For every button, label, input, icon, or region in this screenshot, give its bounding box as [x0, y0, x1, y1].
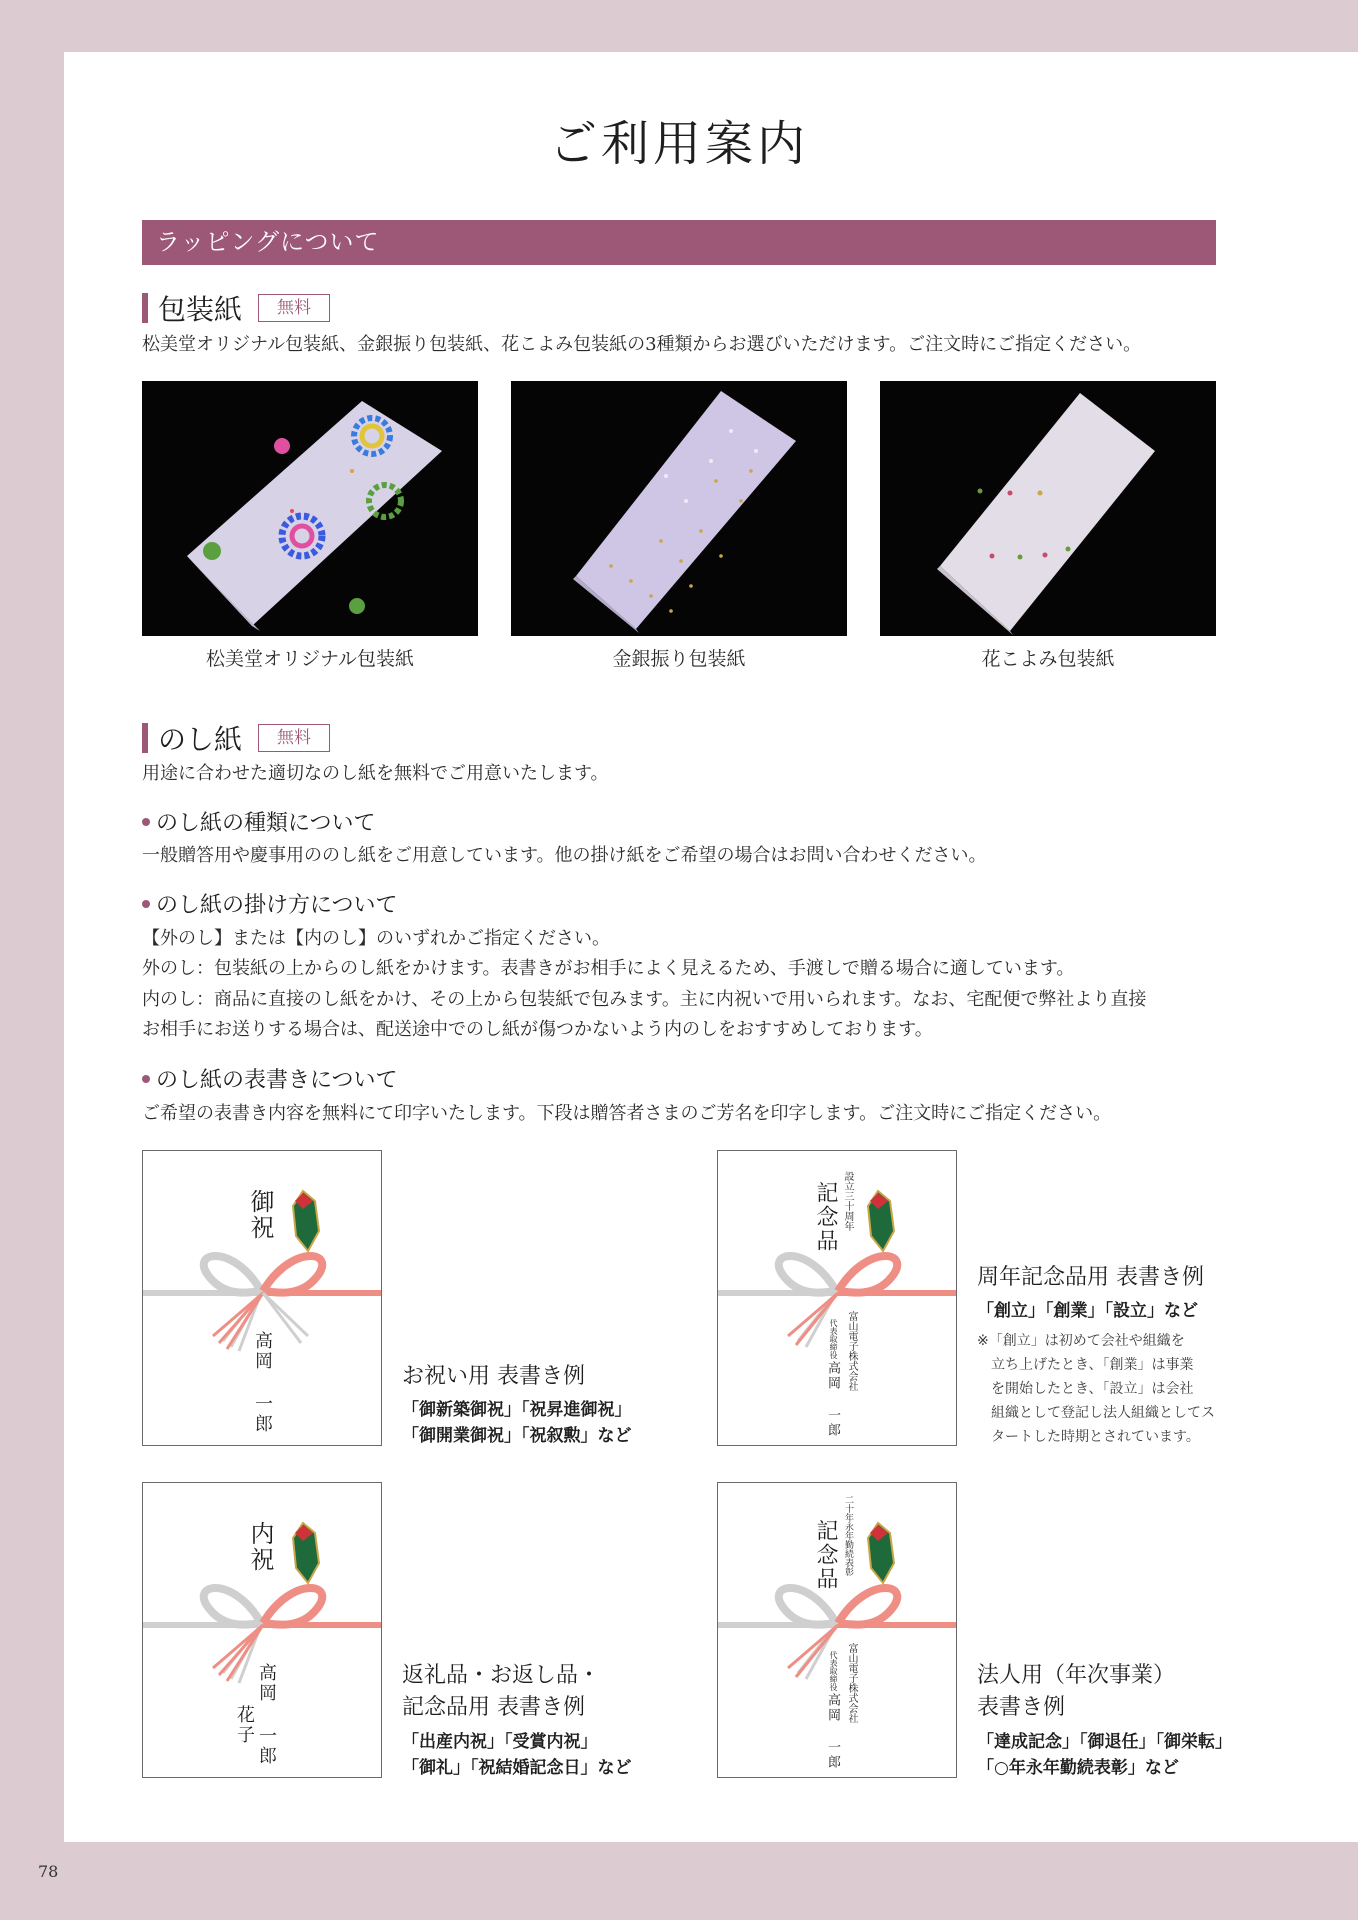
- noshi-sample-anniversary: [717, 1150, 957, 1446]
- noshi-upper-text: 記念品: [813, 1519, 838, 1591]
- wrapping-photo-original: [142, 381, 478, 636]
- example-list: 「達成記念」「御退任」「御栄転」 「○年永年勤続表彰」など: [977, 1732, 1232, 1778]
- noshi-inscription-heading-text: のし紙の表書きについて: [156, 1068, 398, 1093]
- free-badge: 無料: [258, 724, 330, 752]
- noshi-lower-name: 高岡 一郎: [825, 1361, 840, 1438]
- example-title: 周年記念品用 表書き例: [977, 1265, 1204, 1290]
- noshi-heading: [142, 718, 330, 758]
- bullet-dot-icon: [142, 900, 150, 908]
- noshi-lower-role: 代表取締役: [829, 1651, 838, 1691]
- bullet-dot-icon: [142, 1075, 150, 1083]
- example-title: 法人用（年次事業） 表書き例: [977, 1663, 1176, 1720]
- noshi-upper-text: 記念品: [813, 1181, 838, 1253]
- noshi-method-heading-text: のし紙の掛け方について: [156, 893, 398, 918]
- example-list: 「御新築御祝」「祝昇進御祝」 「御開業御祝」「祝叙勲」など: [402, 1400, 632, 1446]
- example-note: ※「創立」は初めて会社や組織を 立ち上げたとき、「創業」は事業 を開始したとき、「設立」は会社 組織として登記し法人組織としてス タートした時期とされています。: [977, 1333, 1215, 1445]
- wrapping-photo-hanakoyomi: [880, 381, 1216, 636]
- noshi-method-line: 内のし：商品に直接のし紙をかけ、その上から包装紙で包みます。主に内祝いで用いられます。なお、宅配便で弊社より直接: [142, 989, 1147, 1010]
- wrapping-paper-heading: [142, 288, 330, 328]
- noshi-inscription-text: ご希望の表書き内容を無料にて印字いたします。下段は贈答者さまのご芳名を印字します。ご注文時にご指定ください。: [142, 1103, 1112, 1124]
- wrapping-description: 松美堂オリジナル包装紙、金銀振り包装紙、花こよみ包装紙の3種類からお選びいただけます。ご注文時にご指定ください。: [142, 334, 1142, 355]
- example-title: お祝い用 表書き例: [402, 1364, 585, 1389]
- heading-accent-bar: [142, 723, 148, 753]
- noshi-upper-small-text: 二十年永年勤続表彰: [843, 1495, 853, 1576]
- page-number: 78: [38, 1862, 59, 1881]
- noshi-method-heading: [142, 888, 398, 919]
- example-title: 返礼品・お返し品・ 記念品用 表書き例: [402, 1663, 601, 1720]
- page-title: ご利用案内: [548, 116, 809, 172]
- wrapping-caption-hanakoyomi: 花こよみ包装紙: [981, 648, 1115, 670]
- noshi-upper-text: 内祝: [246, 1521, 274, 1573]
- noshi-sample-return-gift: [142, 1482, 382, 1778]
- noshi-method-line: 外のし：包装紙の上からのし紙をかけます。表書きがお相手によく見えるため、手渡しで贈る場合に適しています。: [142, 958, 1075, 979]
- noshi-lower-name2: 花子: [234, 1705, 255, 1745]
- noshi-lower-company: 富山電子株式会社: [846, 1643, 857, 1723]
- noshi-sample-celebration: [142, 1150, 382, 1446]
- noshi-lower-name: 高岡 一郎: [825, 1693, 840, 1770]
- noshi-description: 用途に合わせた適切なのし紙を無料でご用意いたします。: [142, 763, 609, 784]
- wrapping-caption-original: 松美堂オリジナル包装紙: [205, 648, 415, 670]
- noshi-method-line: お相手にお送りする場合は、配送途中でのし紙が傷つかないよう内のしをおすすめしております。: [142, 1019, 933, 1040]
- heading-accent-bar: [142, 293, 148, 323]
- noshi-upper-text: 御祝: [246, 1189, 274, 1241]
- free-badge: 無料: [258, 294, 330, 322]
- noshi-types-heading-text: のし紙の種類について: [156, 811, 376, 836]
- wrapping-paper-heading-text: 包装紙: [158, 293, 243, 326]
- noshi-lower-role: 代表取締役: [829, 1319, 838, 1359]
- noshi-upper-small-text: 設立三十周年: [842, 1171, 853, 1231]
- noshi-lower-name: 高岡 一郎: [252, 1331, 273, 1434]
- noshi-types-text: 一般贈答用や慶事用ののし紙をご用意しています。他の掛け紙をご希望の場合はお問い合わせください。: [142, 845, 987, 866]
- noshi-lower-company: 富山電子株式会社: [846, 1311, 857, 1391]
- noshi-inscription-heading: [142, 1063, 398, 1094]
- noshi-types-heading: [142, 806, 376, 837]
- bullet-dot-icon: [142, 818, 150, 826]
- noshi-sample-corporate: [717, 1482, 957, 1778]
- section-heading-wrapping: ラッピングについて: [142, 220, 1216, 265]
- example-list: 「出産内祝」「受賞内祝」 「御礼」「祝結婚記念日」など: [402, 1732, 632, 1778]
- wrapping-photo-gold-silver: [511, 381, 847, 636]
- example-list: 「創立」「創業」「設立」など: [977, 1301, 1198, 1321]
- noshi-lower-name: 高岡 一郎: [256, 1663, 277, 1766]
- wrapping-caption-gold-silver: 金銀振り包装紙: [612, 648, 746, 670]
- noshi-heading-text: のし紙: [158, 723, 243, 756]
- noshi-method-line: 【外のし】または【内のし】のいずれかご指定ください。: [142, 928, 610, 949]
